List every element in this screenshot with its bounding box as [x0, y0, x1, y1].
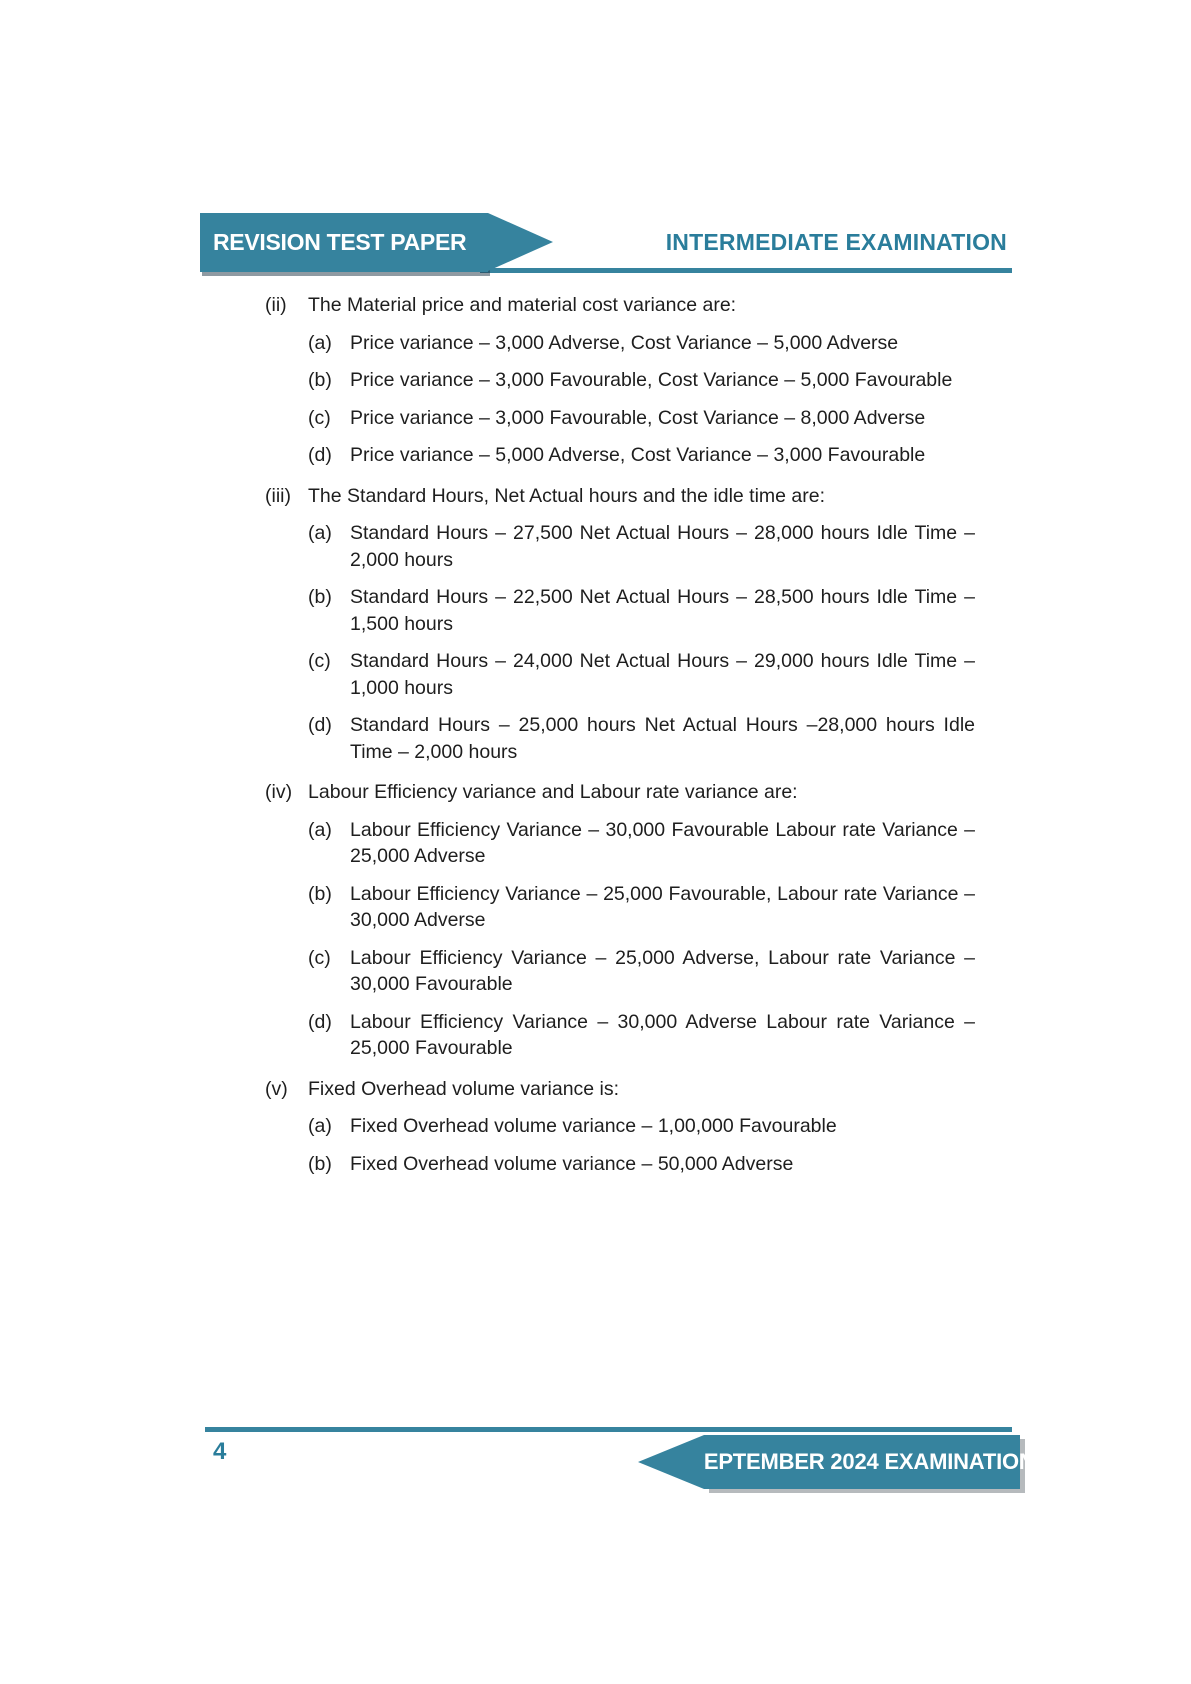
september-examination-label: SEPTEMBER 2024 EXAMINATION	[689, 1449, 1035, 1474]
option-letter: (b)	[308, 369, 332, 391]
question-list	[0, 292, 1191, 1177]
option-text: Labour Efficiency Variance – 25,000 Favourable, Labour rate Variance – 30,000 Adverse	[350, 882, 975, 931]
option-row	[308, 584, 1191, 637]
question-text: Labour Efficiency variance and Labour rate variance are:	[308, 781, 798, 803]
option-text: Price variance – 3,000 Adverse, Cost Variance – 5,000 Adverse	[350, 331, 899, 354]
question-block-ii	[0, 292, 1191, 469]
option-row	[308, 881, 1191, 934]
option-row	[308, 712, 1191, 765]
option-letter: (b)	[308, 1152, 332, 1175]
option-text: Labour Efficiency Variance – 30,000 Favourable Labour rate Variance – 25,000 Adverse	[350, 818, 975, 867]
option-row	[308, 817, 1191, 870]
option-text: Price variance – 3,000 Favourable, Cost Variance – 8,000 Adverse	[350, 406, 926, 429]
exam-title: INTERMEDIATE EXAMINATION	[665, 229, 1007, 255]
option-letter: (a)	[308, 522, 332, 544]
question-row	[265, 779, 1191, 806]
option-letter: (a)	[308, 331, 332, 354]
option-row	[308, 1113, 1191, 1140]
question-text: The Material price and material cost variance are:	[308, 294, 737, 316]
option-letter: (a)	[308, 818, 332, 841]
question-number: (iii)	[265, 484, 291, 507]
header-rule	[480, 268, 1012, 273]
option-row	[308, 648, 1191, 701]
option-letter: (a)	[308, 1115, 332, 1137]
option-text: Fixed Overhead volume variance – 50,000 Adverse	[350, 1152, 794, 1175]
september-examination-banner	[689, 1435, 1035, 1489]
option-text: Labour Efficiency Variance – 30,000 Adverse Labour rate Variance – 25,000 Favourable	[350, 1010, 975, 1059]
question-block-iii	[0, 483, 1191, 766]
option-letter: (b)	[308, 882, 332, 905]
question-block-v	[0, 1076, 1191, 1178]
banner-arrow-right-icon	[488, 213, 553, 271]
footer-rule	[205, 1427, 1012, 1432]
question-block-iv	[0, 779, 1191, 1062]
question-row	[265, 292, 1191, 319]
option-row	[308, 442, 1191, 469]
option-text: Price variance – 5,000 Adverse, Cost Variance – 3,000 Favourable	[350, 444, 926, 466]
revision-test-paper-label: REVISION TEST PAPER	[213, 229, 467, 255]
option-letter: (c)	[308, 406, 331, 429]
question-number: (iv)	[265, 781, 293, 803]
option-text: Standard Hours – 25,000 hours Net Actual Hours –28,000 hours Idle Time – 2,000 hours	[350, 714, 975, 763]
question-text: Fixed Overhead volume variance is:	[308, 1077, 620, 1100]
option-text: Standard Hours – 24,000 Net Actual Hours – 29,000 hours Idle Time – 1,000 hours	[350, 650, 975, 699]
option-letter: (d)	[308, 444, 332, 466]
question-text: The Standard Hours, Net Actual hours and the idle time are:	[308, 484, 826, 507]
option-letter: (d)	[308, 714, 332, 736]
question-number: (v)	[265, 1077, 288, 1100]
option-row	[308, 330, 1191, 357]
option-text: Price variance – 3,000 Favourable, Cost Variance – 5,000 Favourable	[350, 369, 953, 391]
question-row	[265, 1076, 1191, 1103]
option-row	[308, 405, 1191, 432]
option-row	[308, 520, 1191, 573]
option-row	[308, 945, 1191, 998]
option-letter: (c)	[308, 946, 331, 969]
page-number: 4	[213, 1438, 227, 1465]
option-letter: (b)	[308, 586, 332, 608]
revision-test-paper-banner	[200, 213, 488, 272]
option-text: Labour Efficiency Variance – 25,000 Adverse, Labour rate Variance – 30,000 Favourable	[350, 946, 975, 995]
banner-arrow-left-icon	[638, 1435, 704, 1489]
option-letter: (d)	[308, 1010, 332, 1033]
question-number: (ii)	[265, 294, 287, 316]
question-row	[265, 483, 1191, 510]
option-row	[308, 1151, 1191, 1178]
option-row	[308, 1009, 1191, 1062]
option-text: Fixed Overhead volume variance – 1,00,000 Favourable	[350, 1115, 837, 1137]
option-text: Standard Hours – 22,500 Net Actual Hours – 28,500 hours Idle Time – 1,500 hours	[350, 586, 975, 635]
option-letter: (c)	[308, 650, 331, 672]
option-text: Standard Hours – 27,500 Net Actual Hours – 28,000 hours Idle Time – 2,000 hours	[350, 522, 975, 571]
option-row	[308, 367, 1191, 394]
